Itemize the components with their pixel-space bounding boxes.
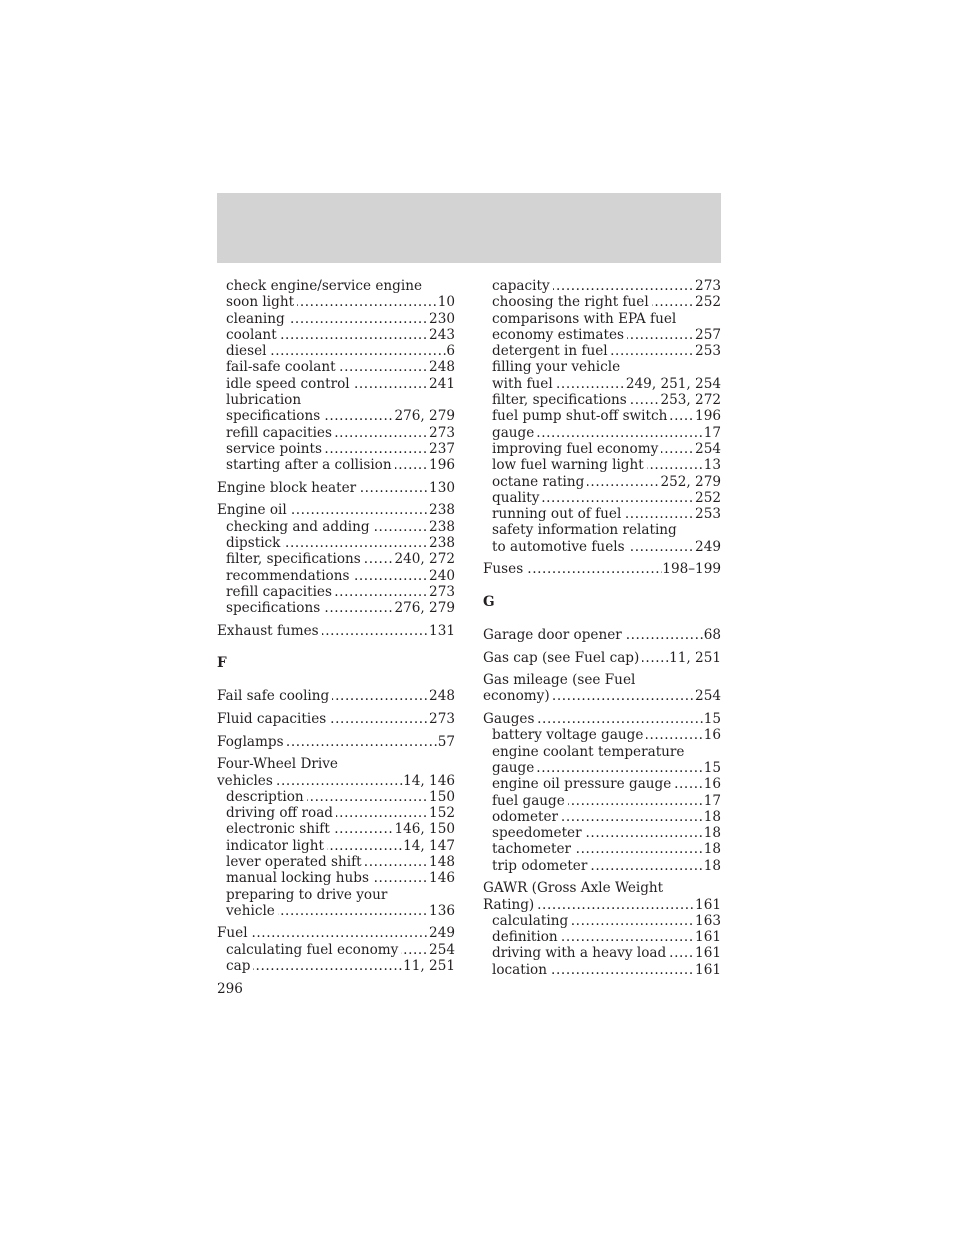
- entry-term: diesel: [226, 343, 269, 359]
- entry-term: checking and adding: [226, 519, 373, 535]
- entry-page-ref: 131: [429, 622, 455, 639]
- entry-term: filling your vehicle: [492, 359, 621, 376]
- entry-term: refill capacities: [226, 584, 335, 600]
- index-subentry: [217, 958, 455, 974]
- index-entry: [217, 711, 455, 727]
- entry-term: cap: [226, 958, 253, 974]
- entry-term: economy): [483, 688, 553, 704]
- entry-term: soon light: [226, 294, 297, 310]
- entry-page-ref: 254: [695, 440, 721, 457]
- entry-term: engine coolant temperature: [492, 743, 685, 760]
- entry-term: Gauges: [483, 711, 537, 727]
- entry-page-ref: 196: [695, 408, 721, 425]
- entry-term: comparisons with EPA fuel: [492, 310, 677, 327]
- entry-page-ref: 276, 279: [394, 600, 455, 617]
- entry-term: Engine block heater: [217, 480, 359, 496]
- entry-term: gauge: [492, 425, 537, 441]
- index-subentry: [217, 821, 455, 837]
- entry-term: Four-Wheel Drive: [217, 756, 338, 773]
- index-subentry: [217, 343, 455, 359]
- index-subentry: [217, 838, 455, 854]
- entry-page-ref: 14, 147: [403, 837, 455, 854]
- entry-term: quality: [492, 490, 542, 506]
- index-entry: [483, 561, 721, 577]
- entry-page-ref: 130: [429, 479, 455, 496]
- entry-page-ref: 15: [703, 759, 721, 776]
- entry-page-ref: 276, 279: [394, 408, 455, 425]
- index-subentry: [217, 535, 455, 551]
- entry-term: GAWR (Gross Axle Weight: [483, 880, 664, 897]
- index-subentry: [483, 474, 721, 490]
- index-subentry: [483, 311, 721, 327]
- index-subentry: [217, 425, 455, 441]
- index-entry: [217, 502, 455, 518]
- index-subentry: [483, 945, 721, 961]
- index-entry: [483, 688, 721, 704]
- index-subentry: [217, 441, 455, 457]
- index-subentry: [483, 913, 721, 929]
- entry-page-ref: 253: [695, 343, 721, 360]
- entry-page-ref: 230: [429, 310, 455, 327]
- index-subentry: [217, 294, 455, 310]
- index-subentry: [483, 841, 721, 857]
- entry-page-ref: 13: [703, 457, 721, 474]
- index-entry: [217, 688, 455, 704]
- index-subentry: [217, 568, 455, 584]
- index-subentry: [483, 359, 721, 375]
- entry-term: Garage door opener: [483, 627, 625, 643]
- entry-page-ref: 273: [429, 583, 455, 600]
- entry-term: choosing the right fuel: [492, 294, 652, 310]
- entry-term: engine oil pressure gauge: [492, 776, 674, 792]
- entry-term: indicator light: [226, 838, 327, 854]
- entry-page-ref: 152: [429, 805, 455, 822]
- entry-term: check engine/service engine: [226, 278, 422, 294]
- index-subentry: [483, 760, 721, 776]
- entry-page-ref: 252: [695, 489, 721, 506]
- index-subentry: [483, 858, 721, 874]
- index-subentry: [483, 490, 721, 506]
- entry-page-ref: 10: [437, 294, 455, 311]
- entry-term: Fail safe cooling: [217, 688, 332, 704]
- index-subentry: [217, 854, 455, 870]
- entry-page-ref: 161: [695, 896, 721, 913]
- index-subentry: [483, 376, 721, 392]
- index-subentry: [483, 506, 721, 522]
- entry-term: low fuel warning light: [492, 457, 647, 473]
- entry-page-ref: 18: [703, 841, 721, 858]
- entry-term: Exhaust fumes: [217, 623, 322, 639]
- index-subentry: [217, 584, 455, 600]
- entry-term: fail-safe coolant: [226, 359, 339, 375]
- entry-page-ref: 17: [703, 792, 721, 809]
- entry-term: Fuses: [483, 561, 526, 577]
- entry-page-ref: 11, 251: [403, 958, 455, 975]
- entry-term: lever operated shift: [226, 854, 365, 870]
- entry-page-ref: 146, 150: [394, 821, 455, 838]
- entry-page-ref: 161: [695, 945, 721, 962]
- index-subentry: [483, 278, 721, 294]
- index-subentry: [483, 727, 721, 743]
- entry-term: calculating fuel economy: [226, 942, 401, 958]
- entry-term: starting after a collision: [226, 457, 395, 473]
- index-entry: [483, 880, 721, 896]
- entry-term: location: [492, 962, 550, 978]
- entry-page-ref: 11, 251: [669, 649, 721, 666]
- index-subentry: [483, 809, 721, 825]
- entry-term: speedometer: [492, 825, 585, 841]
- index-entry: [483, 672, 721, 688]
- entry-page-ref: 253: [695, 506, 721, 523]
- entry-page-ref: 249, 251, 254: [625, 375, 721, 392]
- index-subentry: [483, 825, 721, 841]
- entry-term: filter, specifications: [492, 392, 630, 408]
- entry-term: electronic shift: [226, 821, 333, 837]
- entry-term: idle speed control: [226, 376, 353, 392]
- index-subentry: [217, 392, 455, 408]
- entry-page-ref: 252, 279: [660, 473, 721, 490]
- entry-page-ref: 254: [695, 688, 721, 705]
- index-subentry: [217, 789, 455, 805]
- index-entry: [217, 756, 455, 772]
- entry-page-ref: 15: [703, 711, 721, 728]
- entry-page-ref: 16: [703, 727, 721, 744]
- index-subentry: [217, 311, 455, 327]
- entry-page-ref: 146: [429, 870, 455, 887]
- index-entry: [483, 897, 721, 913]
- index-entry: [217, 480, 455, 496]
- index-subentry: [217, 942, 455, 958]
- index-subentry: [483, 425, 721, 441]
- entry-term: Fluid capacities: [217, 711, 329, 727]
- index-subentry: [217, 408, 455, 424]
- entry-page-ref: 17: [703, 424, 721, 441]
- entry-page-ref: 248: [429, 359, 455, 376]
- index-subentry: [483, 343, 721, 359]
- entry-term: detergent in fuel: [492, 343, 611, 359]
- entry-page-ref: 150: [429, 788, 455, 805]
- index-subentry: [217, 376, 455, 392]
- index-entry: [217, 773, 455, 789]
- index-subentry: [483, 793, 721, 809]
- entry-term: manual locking hubs: [226, 870, 372, 886]
- index-subentry: [483, 294, 721, 310]
- entry-term: Foglamps: [217, 734, 287, 750]
- index-subentry: [483, 522, 721, 538]
- entry-term: description: [226, 789, 307, 805]
- index-subentry: [217, 887, 455, 903]
- entry-term: vehicles: [217, 773, 276, 789]
- entry-term: fuel pump shut-off switch: [492, 408, 670, 424]
- index-subentry: [217, 327, 455, 343]
- entry-term: definition: [492, 929, 561, 945]
- page-number: 296: [217, 981, 243, 997]
- entry-page-ref: 248: [429, 688, 455, 705]
- entry-page-ref: 18: [703, 857, 721, 874]
- entry-term: specifications: [226, 408, 323, 424]
- index-subentry: [217, 359, 455, 375]
- entry-page-ref: 241: [429, 375, 455, 392]
- entry-term: tachometer: [492, 841, 574, 857]
- entry-term: odometer: [492, 809, 561, 825]
- entry-page-ref: 196: [429, 457, 455, 474]
- index-subentry: [483, 929, 721, 945]
- index-subentry: [217, 600, 455, 616]
- entry-page-ref: 240, 272: [394, 551, 455, 568]
- entry-term: Engine oil: [217, 502, 290, 518]
- entry-page-ref: 57: [437, 733, 455, 750]
- entry-term: driving with a heavy load: [492, 945, 669, 961]
- entry-term: preparing to drive your: [226, 886, 388, 903]
- index-subentry: [217, 805, 455, 821]
- entry-term: filter, specifications: [226, 551, 364, 567]
- header-band: [217, 193, 721, 263]
- entry-term: trip odometer: [492, 858, 590, 874]
- entry-page-ref: 240: [429, 567, 455, 584]
- entry-term: cleaning: [226, 311, 288, 327]
- entry-page-ref: 18: [703, 808, 721, 825]
- entry-page-ref: 273: [429, 424, 455, 441]
- entry-term: running out of fuel: [492, 506, 624, 522]
- entry-page-ref: 238: [429, 535, 455, 552]
- entry-term: Fuel: [217, 925, 251, 941]
- entry-page-ref: 257: [695, 326, 721, 343]
- index-subentry: [217, 519, 455, 535]
- entry-term: coolant: [226, 327, 280, 343]
- entry-term: gauge: [492, 760, 537, 776]
- entry-page-ref: 254: [429, 941, 455, 958]
- entry-page-ref: 243: [429, 326, 455, 343]
- index-subentry: [483, 441, 721, 457]
- entry-term: Gas cap (see Fuel cap): [483, 650, 642, 666]
- index-subentry: [217, 903, 455, 919]
- entry-page-ref: 16: [703, 776, 721, 793]
- entry-page-ref: 68: [703, 626, 721, 643]
- index-subentry: [483, 776, 721, 792]
- section-letter: F: [217, 655, 227, 672]
- index-subentry: [483, 408, 721, 424]
- index-subentry: [483, 457, 721, 473]
- index-entry: [483, 711, 721, 727]
- index-subentry: [483, 327, 721, 343]
- entry-page-ref: 198–199: [662, 561, 721, 578]
- entry-page-ref: 252: [695, 294, 721, 311]
- entry-term: fuel gauge: [492, 793, 568, 809]
- entry-page-ref: 249: [695, 538, 721, 555]
- entry-term: calculating: [492, 913, 571, 929]
- entry-term: capacity: [492, 278, 553, 294]
- entry-term: lubrication: [226, 392, 302, 409]
- entry-page-ref: 136: [429, 902, 455, 919]
- entry-term: recommendations: [226, 568, 352, 584]
- entry-term: improving fuel economy: [492, 441, 661, 457]
- section-letter: G: [483, 593, 495, 610]
- index-column-right: [483, 278, 721, 978]
- index-column-left: [217, 278, 455, 974]
- entry-term: specifications: [226, 600, 323, 616]
- entry-page-ref: 161: [695, 929, 721, 946]
- index-subentry: [483, 392, 721, 408]
- entry-page-ref: 161: [695, 961, 721, 978]
- entry-page-ref: 238: [429, 502, 455, 519]
- index-subentry: [483, 962, 721, 978]
- index-entry: [217, 623, 455, 639]
- index-entry: [483, 650, 721, 666]
- index-entry: [483, 627, 721, 643]
- entry-term: dipstick: [226, 535, 283, 551]
- index-entry: [217, 734, 455, 750]
- index-subentry: [217, 551, 455, 567]
- entry-page-ref: 6: [446, 343, 455, 360]
- index-subentry: [217, 870, 455, 886]
- entry-term: safety information relating: [492, 522, 677, 539]
- entry-page-ref: 249: [429, 925, 455, 942]
- entry-page-ref: 14, 146: [403, 772, 455, 789]
- entry-term: with fuel: [492, 376, 556, 392]
- entry-page-ref: 273: [429, 711, 455, 728]
- entry-term: vehicle: [226, 903, 278, 919]
- entry-term: Rating): [483, 897, 537, 913]
- entry-page-ref: 237: [429, 440, 455, 457]
- entry-page-ref: 253, 272: [660, 392, 721, 409]
- entry-term: battery voltage gauge: [492, 727, 646, 743]
- entry-term: octane rating: [492, 474, 587, 490]
- entry-page-ref: 18: [703, 825, 721, 842]
- index-subentry: [483, 744, 721, 760]
- entry-term: driving off road: [226, 805, 336, 821]
- index-subentry: [217, 457, 455, 473]
- entry-term: economy estimates: [492, 327, 627, 343]
- entry-page-ref: 238: [429, 518, 455, 535]
- index-subentry: [483, 539, 721, 555]
- index-subentry: [217, 278, 455, 294]
- entry-term: refill capacities: [226, 425, 335, 441]
- entry-term: service points: [226, 441, 325, 457]
- entry-page-ref: 163: [695, 912, 721, 929]
- index-entry: [217, 925, 455, 941]
- entry-page-ref: 148: [429, 853, 455, 870]
- entry-page-ref: 273: [695, 278, 721, 294]
- entry-term: Gas mileage (see Fuel: [483, 672, 636, 689]
- entry-term: to automotive fuels: [492, 539, 628, 555]
